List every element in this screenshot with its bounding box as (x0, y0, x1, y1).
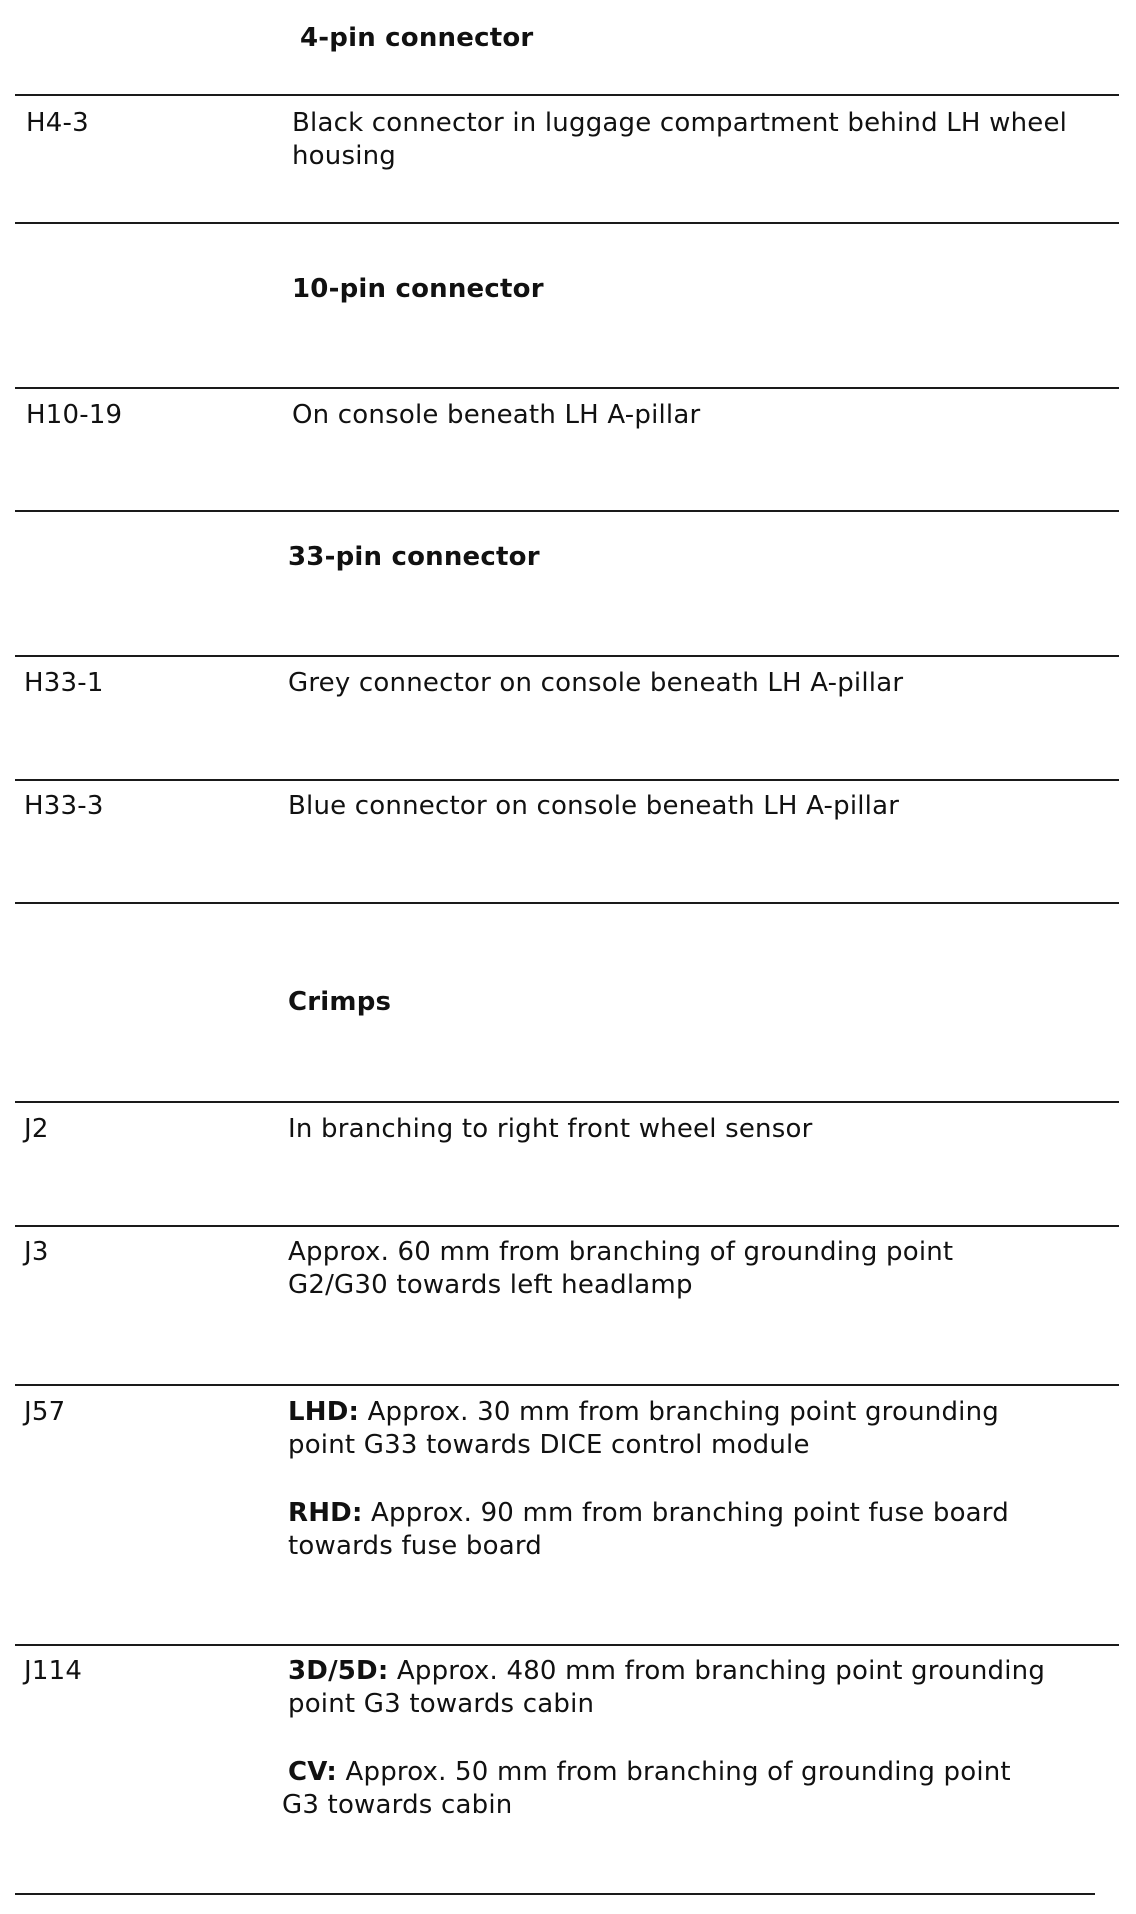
divider-rule (15, 779, 1119, 781)
note-label-rhd: RHD: (288, 1498, 363, 1528)
note-rhd-line2: towards fuse board (288, 1531, 542, 1561)
section-heading-4-pin: 4-pin connector (300, 23, 534, 53)
note-rhd-line1 (288, 1497, 1009, 1530)
note-label-3d5d: 3D/5D: (288, 1656, 389, 1686)
divider-rule (15, 1101, 1119, 1103)
divider-rule (15, 387, 1119, 389)
row-desc-h10-19: On console beneath LH A-pillar (292, 400, 701, 430)
divider-rule (15, 1893, 1095, 1895)
section-heading-10-pin: 10-pin connector (292, 274, 544, 304)
row-code-h4-3: H4-3 (26, 108, 89, 138)
row-code-j114: J114 (24, 1656, 83, 1686)
row-desc-h4-3-line1: Black connector in luggage compartment behind LH wheel (292, 108, 1068, 138)
note-text-3d5d: Approx. 480 mm from branching point grounding (388, 1656, 1046, 1686)
note-text-rhd: Approx. 90 mm from branching point fuse board (362, 1498, 1009, 1528)
section-heading-crimps: Crimps (288, 987, 392, 1017)
divider-rule (15, 94, 1119, 96)
row-desc-h33-3: Blue connector on console beneath LH A-pillar (288, 791, 900, 821)
row-code-j3: J3 (24, 1237, 49, 1267)
row-desc-j3-line2: G2/G30 towards left headlamp (288, 1270, 693, 1300)
row-code-h33-3: H33-3 (24, 791, 104, 821)
divider-rule (15, 1384, 1119, 1386)
row-desc-j2: In branching to right front wheel sensor (288, 1114, 813, 1144)
divider-rule (15, 222, 1119, 224)
note-cv-line2: G3 towards cabin (282, 1790, 513, 1820)
section-heading-33-pin: 33-pin connector (288, 542, 540, 572)
divider-rule (15, 510, 1119, 512)
note-3d5d-line2: point G3 towards cabin (288, 1689, 595, 1719)
note-label-lhd: LHD: (288, 1397, 360, 1427)
divider-rule (15, 1644, 1119, 1646)
divider-rule (15, 1225, 1119, 1227)
row-code-h10-19: H10-19 (26, 400, 123, 430)
note-3d5d-line1 (288, 1655, 1045, 1688)
row-code-j57: J57 (24, 1397, 66, 1427)
note-text-cv: Approx. 50 mm from branching of grounding point (337, 1757, 1011, 1787)
row-desc-h4-3-line2: housing (292, 141, 397, 171)
note-lhd-line1 (288, 1396, 999, 1429)
row-code-j2: J2 (24, 1114, 49, 1144)
divider-rule (15, 655, 1119, 657)
note-lhd-line2: point G33 towards DICE control module (288, 1430, 810, 1460)
note-text-lhd: Approx. 30 mm from branching point grounding (359, 1397, 999, 1427)
note-label-cv: CV: (288, 1757, 338, 1787)
row-code-h33-1: H33-1 (24, 668, 104, 698)
row-desc-j3-line1: Approx. 60 mm from branching of grounding point (288, 1237, 954, 1267)
row-desc-h33-1: Grey connector on console beneath LH A-pillar (288, 668, 904, 698)
note-cv-line1 (288, 1756, 1011, 1789)
divider-rule (15, 902, 1119, 904)
